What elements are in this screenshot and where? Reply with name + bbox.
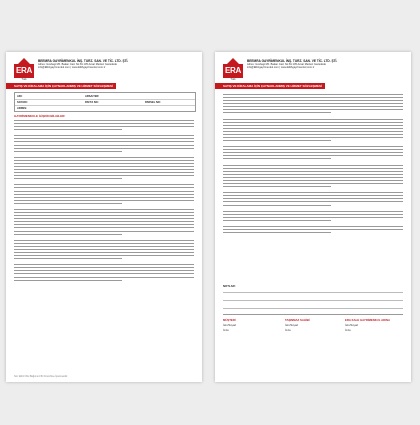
document-page-1 — [6, 52, 202, 382]
contract-body-text — [14, 120, 194, 283]
company-contact: info@ERAgayrimenkul.com | www.ERAgayrimenkul.com.tr — [247, 66, 315, 70]
company-contact: info@ERAgayrimenkul.com | www.ERAgayrimenkul.com.tr — [38, 66, 106, 70]
notes-label: NOTLAR: — [223, 284, 236, 288]
company-address: Adres: Gosbagi Mh. Bakan Cad. No:81 105 Avsar Merkez Gazedede — [38, 63, 117, 66]
field-label: ADI: — [17, 94, 23, 98]
company-address: Adres: Gosbagi Mh. Bakan Cad. No:81 105 Avsar Merkez Gazedede — [247, 63, 326, 66]
signature-owner — [285, 318, 343, 332]
company-name: BEEMRA GAYRİMENKUL İNŞ. TURZ. SAN. VE TİC. LTD. ŞTİ. — [247, 59, 338, 63]
field-label: PAFTA NO: — [85, 100, 99, 104]
logo-text: ERA — [223, 64, 243, 78]
era-logo — [223, 58, 243, 80]
signature-title: TAŞINMAZ SAHİBİ — [285, 318, 310, 322]
signature-name-label: İsim/Soyad — [285, 324, 298, 327]
signature-customer — [223, 318, 281, 332]
notes-line — [223, 292, 403, 293]
notes-line — [223, 308, 403, 309]
signature-block — [223, 314, 403, 339]
company-header — [247, 59, 407, 70]
section-title: GAYRİMENKULE İLİŞKİN BİLGİLER: — [14, 114, 66, 118]
signature-sign-label: İmza — [223, 329, 229, 332]
company-header — [38, 59, 198, 70]
signature-sign-label: İmza — [345, 329, 351, 332]
logo-subtext: Türk — [21, 78, 27, 81]
signature-sign-label: İmza — [285, 329, 291, 332]
field-label: ADRES: — [17, 106, 27, 110]
party-info-table — [14, 92, 196, 112]
company-name: BEEMRA GAYRİMENKUL İNŞ. TURZ. SAN. VE TİC. LTD. ŞTİ. — [38, 59, 129, 63]
contract-body-text — [223, 94, 403, 235]
field-label: ARSA/YER: — [85, 94, 100, 98]
field-label: PARSEL NO: — [145, 100, 161, 104]
info-row — [15, 105, 195, 111]
signature-name-label: İsim/Soyad — [223, 324, 236, 327]
signature-title: MÜŞTERİ — [223, 318, 236, 322]
footer-note: Not: ERA Ofisi Bağımsız Bir Franchise İşletmesidir. — [14, 375, 68, 378]
contract-banner: SATIŞ VE KİRALAMA İÇİN ÇAYNAKLANMIŞ VE HİZMET SÖZLEŞMESİ — [6, 83, 116, 89]
logo-subtext: Türk — [230, 78, 236, 81]
signature-agency — [345, 318, 403, 332]
era-logo — [14, 58, 34, 80]
field-label: SOYADI: — [17, 100, 28, 104]
signature-title: ERA KALE GAYRİMENKUL ADINA — [345, 318, 391, 322]
contract-banner: SATIŞ VE KİRALAMA İÇİN ÇAYNAKLANMIŞ VE HİZMET SÖZLEŞMESİ — [215, 83, 325, 89]
notes-line — [223, 300, 403, 301]
logo-text: ERA — [14, 64, 34, 78]
document-page-2 — [215, 52, 411, 382]
signature-name-label: İsim/Soyad — [345, 324, 358, 327]
